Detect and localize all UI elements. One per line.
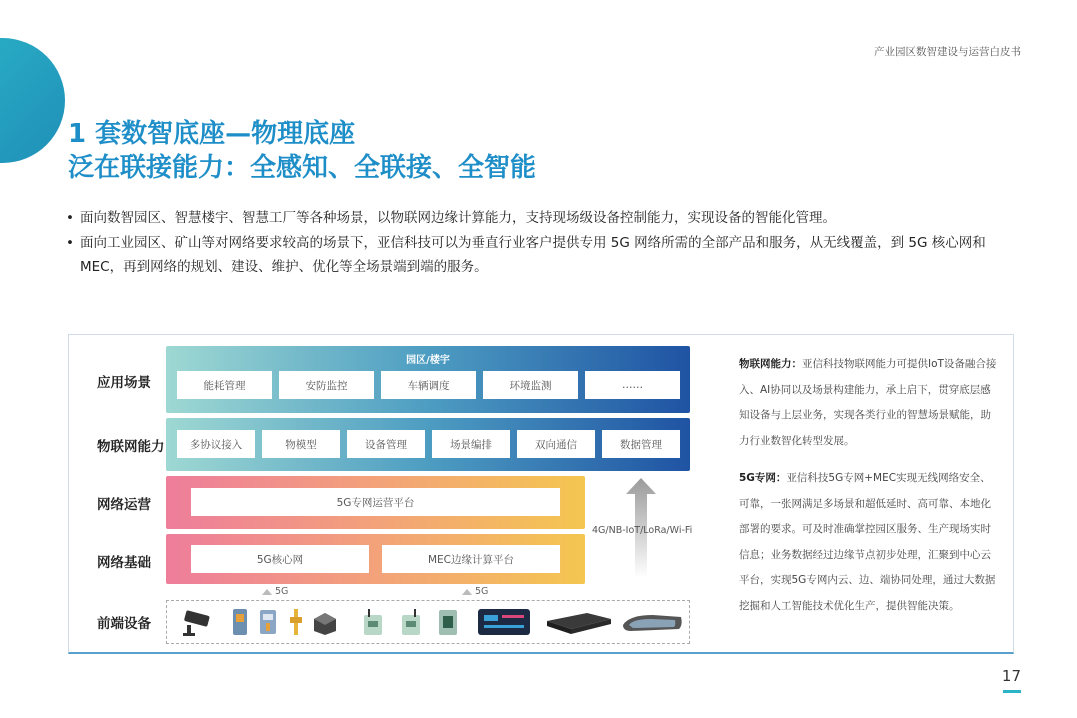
dashcam-mirror-icon [619,607,685,637]
row-label-devices: 前端设备 [97,616,151,632]
side-description [739,352,1001,619]
valve-icon [287,607,305,637]
5g-link-label: 5G [475,586,489,597]
document-header-title: 产业园区数智建设与运营白皮书 [874,46,1021,58]
5g-description-heading: 5G专网： [739,472,787,484]
bullet-item: • 面向数智园区、智慧楼宇、智慧工厂等各种场景，以物联网边缘计算能力，支持现场级设备控制能力，实现设备的智能化管理。 [66,206,1026,231]
iot-item: 双向通信 [517,430,595,458]
network-ops-band [166,476,585,529]
section-title: 1 套数智底座—物理底座 [68,119,356,149]
app-item: 车辆调度 [381,371,476,399]
5g-description [739,466,1001,619]
iot-module-icon [360,607,386,637]
application-band-header: 园区/楼宇 [406,355,450,366]
iot-description-heading: 物联网能力： [739,358,802,370]
ops-item: 5G专网运营平台 [191,488,560,516]
edge-server-icon [543,607,615,637]
iot-band [166,418,690,471]
iot-module-icon [398,607,424,637]
display-panel-icon [476,607,532,637]
app-item: 环境监测 [483,371,578,399]
gateway-box-icon [311,607,339,637]
camera-icon [181,607,215,637]
iot-item: 物模型 [262,430,340,458]
row-label-network-base: 网络基础 [97,555,151,571]
iot-item: 场景编排 [432,430,510,458]
sensor-icon [229,607,251,637]
application-band [166,346,690,413]
iot-description [739,352,1001,454]
row-label-application: 应用场景 [97,375,151,391]
meter-icon [257,607,279,637]
5g-description-body: 亚信科技5G专网+MEC实现无线网络安全、可靠，一张网满足多场景和超低延时、高可靠、本地化部署的要求。可及时准确掌控园区服务、生产现场实时信息；业务数据经过边缘节点初步处理，汇聚到中心云平台，实现5G专网内云、边、端协同处理，通过大数据挖掘和人工智能技术优化生产，提供智能决策。 [739,472,996,612]
iot-item: 设备管理 [347,430,425,458]
iot-description-body: 亚信科技物联网能力可提供IoT设备融合接入、AI协同以及场景构建能力，承上启下，贯穿底层感知设备与上层业务，实现各类行业的智慧场景赋能，助力行业数智化转型发展。 [739,358,997,447]
5g-link-label: 5G [275,586,289,597]
iot-item: 数据管理 [602,430,680,458]
up-triangle-icon [262,589,272,595]
base-item: 5G核心网 [191,545,369,573]
up-triangle-icon [462,589,472,595]
base-item: MEC边缘计算平台 [382,545,560,573]
section-subtitle: 泛在联接能力：全感知、全联接、全智能 [68,153,537,183]
app-item: 能耗管理 [177,371,272,399]
5g-link-arrow [462,586,488,597]
controller-icon [435,607,461,637]
front-end-devices [166,600,690,644]
app-item: …… [585,371,680,399]
architecture-diagram [68,334,1014,654]
5g-link-arrow [262,586,288,597]
bullet-item: • 面向工业园区、矿山等对网络要求较高的场景下，亚信科技可以为垂直行业客户提供专用 5G 网络所需的全部产品和服务，从无线覆盖，到 5G 核心网和 MEC，再到网络的规划、建设、维护、优化等全场景端到端的服务。 [66,231,1026,280]
wireless-protocols-label: 4G/NB-IoT/LoRa/Wi-Fi [592,525,693,536]
corner-decoration [0,38,65,163]
row-label-network-ops: 网络运营 [97,497,151,513]
row-label-iot: 物联网能力 [97,439,165,455]
app-item: 安防监控 [279,371,374,399]
iot-item: 多协议接入 [177,430,255,458]
network-base-band [166,534,585,584]
bullet-list [66,206,1026,280]
page-number-underline [1003,690,1021,693]
page-number: 17 [1001,667,1021,685]
